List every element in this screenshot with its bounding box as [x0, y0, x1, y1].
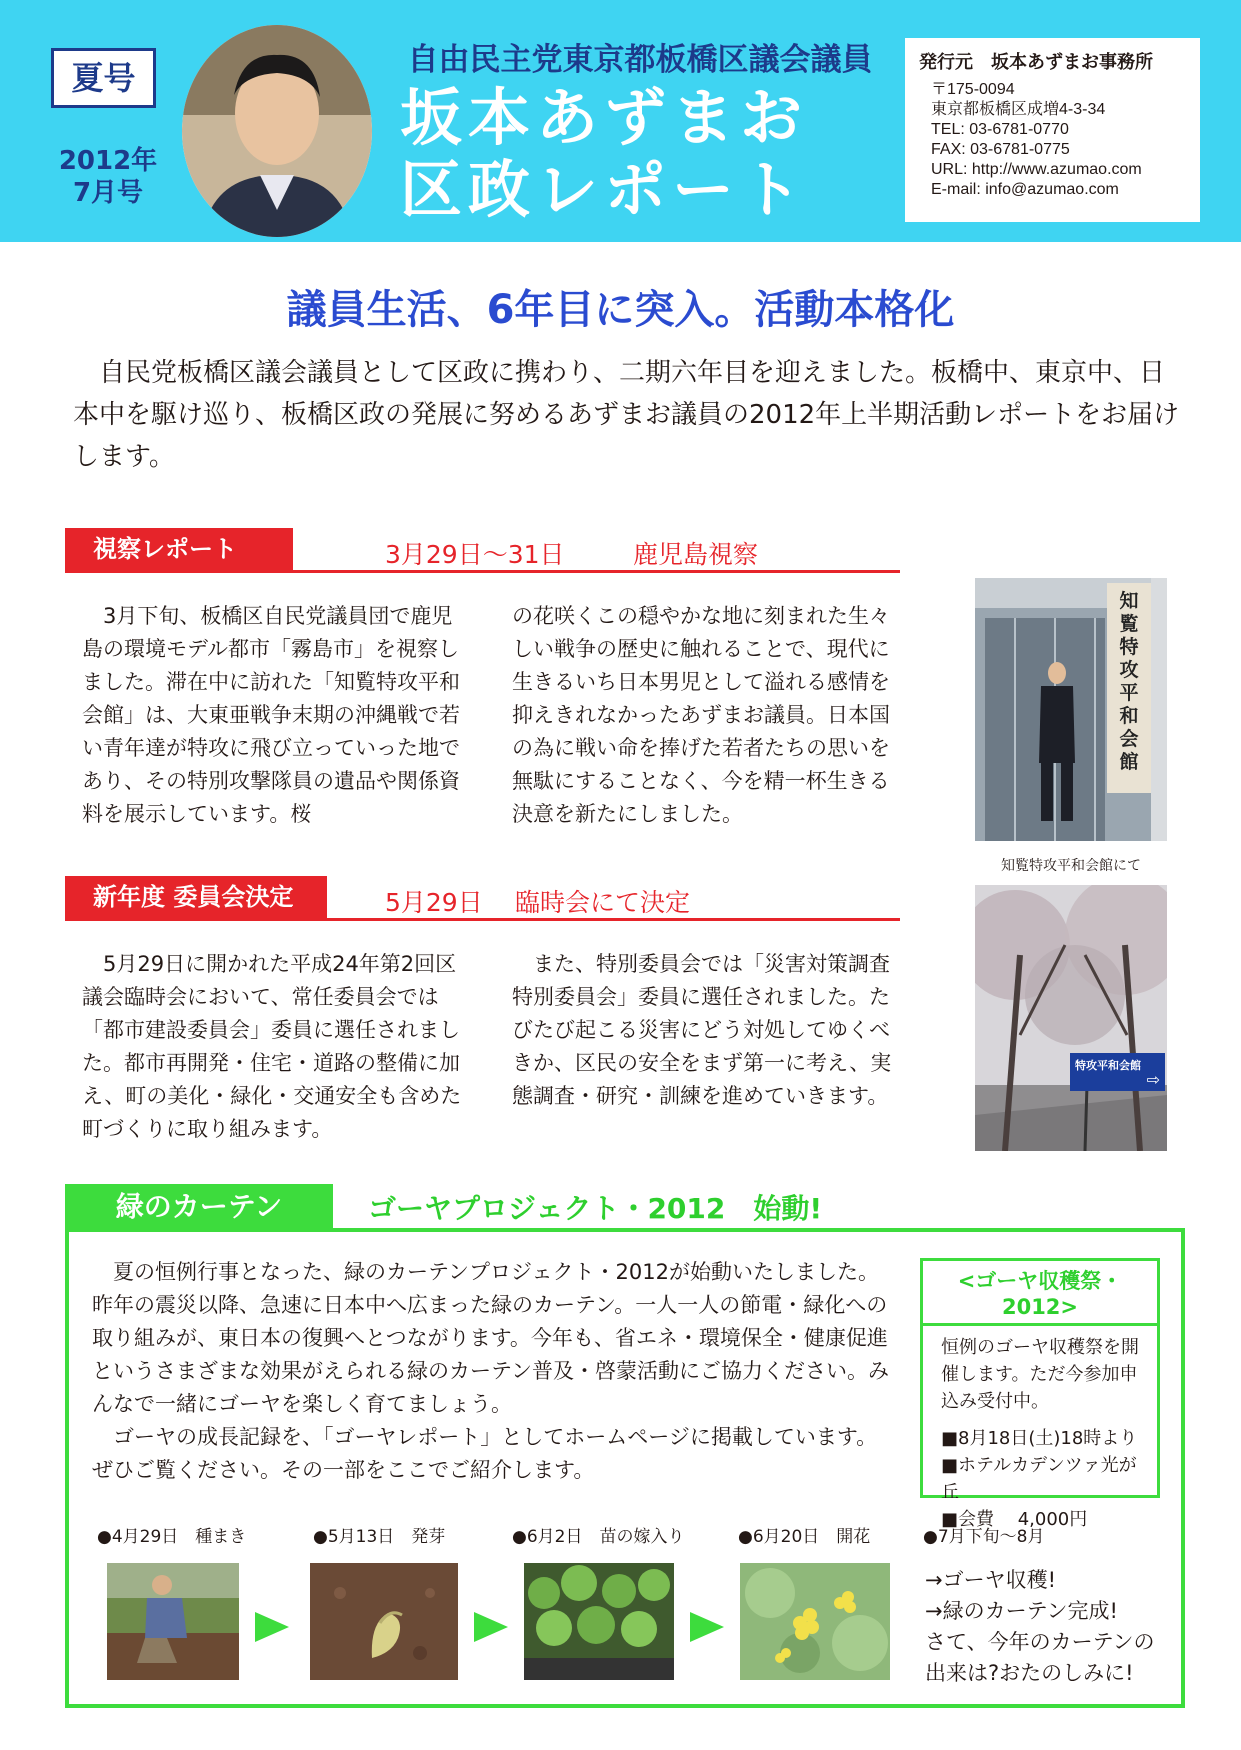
committee-note: 臨時会にて決定 [515, 888, 691, 917]
inspection-tab: 視察レポート [65, 528, 293, 570]
step-label: ●6月20日 開花 [738, 1527, 871, 1547]
lead-headline: 議員生活、6年目に突入。活動本格化 [286, 287, 955, 333]
step-label: ●6月2日 苗の嫁入り [512, 1527, 685, 1547]
title-line-1: 坂本あずまお [400, 81, 809, 154]
inspection-col-1: 3月下旬、板橋区自民党議員団で鹿児島の環境モデル都市「霧島市」を視察しました。滞在中に訪れた「知覧特攻平和会館」は、大東亜戦争末期の沖縄戦で若い青年達が特攻に飛び立っていった地であり、その特別攻撃隊員の遺品や関係資料を展示しています。桜 [82, 604, 460, 826]
publisher-email[interactable]: E-mail: info@azumao.com [931, 181, 1119, 198]
festival-body [923, 1326, 1157, 1541]
svg-text:⇨: ⇨ [1146, 1070, 1160, 1089]
harvest-outlook [925, 1565, 1175, 1689]
festival-fee: ■会費 4,000円 [941, 1509, 1088, 1530]
harvest-festival-box [920, 1258, 1160, 1530]
next-step-arrow-icon [690, 1612, 724, 1642]
memorial-hall-photo [975, 578, 1167, 841]
publisher-address: 東京都板橋区成増4-3-34 [931, 101, 1106, 118]
publisher-url[interactable]: URL: http://www.azumao.com [931, 161, 1142, 178]
inspection-date: 3月29日〜31日 [385, 540, 565, 569]
next-step-arrow-icon [255, 1612, 289, 1642]
publisher-info [905, 38, 1200, 222]
green-curtain-para-2: ゴーヤの成長記録を、「ゴーヤレポート」としてホームページに掲載しています。ぜひご覧ください。その一部をここでご紹介します。 [92, 1425, 878, 1482]
road-sign-text: 特攻平和会館 [1075, 1059, 1141, 1072]
flower-photo [740, 1563, 890, 1680]
publisher-fax: FAX: 03-6781-0775 [931, 141, 1070, 158]
party-title: 自由民主党東京都板橋区議会議員 [407, 42, 873, 78]
issue-year: 2012年 [58, 146, 158, 176]
inspection-col-2: の花咲くこの穏やかな地に刻まれた生々しい戦争の歴史に触れることで、現代に生きるいち日本男児として溢れる感情を抑えきれなかったあずまお議員。日本国の為に戦い命を捧げた若者たちの思いを無駄にすることなく、今を精一杯生きる決意を新たにしました。 [512, 604, 890, 826]
publisher-postal: 〒175-0094 [931, 81, 1015, 98]
cherry-road-photo [975, 885, 1167, 1151]
final-line: 出来は?おたのしみに! [925, 1661, 1134, 1685]
final-line: →緑のカーテン完成! [925, 1599, 1118, 1623]
season-badge: 夏号 [51, 48, 156, 108]
committee-tab: 新年度 委員会決定 [65, 876, 327, 918]
festival-title: <ゴーヤ収穫祭・2012> [923, 1261, 1157, 1326]
green-curtain-para-1: 夏の恒例行事となった、緑のカーテンプロジェクト・2012が始動いたしました。昨年の震災以降、急速に日本中へ広まった緑のカーテン。一人一人の節電・緑化への取り組みが、東日本の復興へとつながります。今年も、省エネ・環境保全・健康促進というさまざまな効果がえられる緑のカーテン普及・啓蒙活動にご協力ください。みんなで一緒にゴーヤを楽しく育てましょう。 [92, 1260, 889, 1416]
committee-col-2: また、特別委員会では「災害対策調査特別委員会」委員に選任されました。たびたび起こる災害にどう対処してゆくべきか、区民の安全をまず第一に考え、実態調査・研究・訓練を進めていきます。 [512, 952, 892, 1108]
seedlings-photo [524, 1563, 674, 1680]
final-line: さて、今年のカーテンの [925, 1630, 1155, 1654]
memorial-sign-text: 知覧特攻平和会館 [1119, 590, 1139, 773]
issue-month: 7月号 [72, 178, 144, 208]
festival-venue: ■ホテルカデンツァ光が丘 [941, 1455, 1137, 1503]
festival-intro: 恒例のゴーヤ収穫祭を開催します。ただ今参加申込み受付中。 [941, 1337, 1139, 1412]
inspection-place: 鹿児島視察 [633, 540, 759, 569]
green-curtain-tab: 緑のカーテン [65, 1184, 333, 1230]
step-label: ●7月下旬〜8月 [923, 1527, 1045, 1547]
publisher-tel: TEL: 03-6781-0770 [931, 121, 1069, 138]
festival-date: ■8月18日(土)18時より [941, 1428, 1138, 1449]
issue-date [48, 145, 168, 209]
portrait-photo [182, 25, 372, 237]
lead-paragraph: 自民党板橋区議会議員として区政に携わり、二期六年目を迎えました。板橋中、東京中、日本中を駆け巡り、板橋区政の発展に努めるあずまお議員の2012年上半期活動レポートをお届けします。 [73, 358, 1180, 472]
title-line-2: 区政レポート [400, 153, 809, 226]
memorial-photo-caption: 知覧特攻平和会館にて [1001, 858, 1141, 874]
final-line: →ゴーヤ収穫! [925, 1568, 1057, 1592]
step-label: ●5月13日 発芽 [313, 1527, 446, 1547]
sowing-photo [107, 1563, 239, 1680]
publisher-label: 発行元 坂本あずまお事務所 [919, 52, 1153, 72]
committee-date: 5月29日 [385, 888, 483, 917]
next-step-arrow-icon [474, 1612, 508, 1642]
sprout-photo [310, 1563, 458, 1680]
committee-col-1: 5月29日に開かれた平成24年第2回区議会臨時会において、常任委員会では「都市建設委員会」委員に選任されました。都市再開発・住宅・道路の整備に加え、町の美化・緑化・交通安全も含めた町づくりに取り組みます。 [82, 952, 462, 1141]
green-curtain-body [92, 1256, 897, 1487]
step-label: ●4月29日 種まき [97, 1527, 247, 1547]
newsletter-title [400, 82, 870, 226]
green-curtain-headline: ゴーヤプロジェクト・2012 始動! [368, 1192, 823, 1225]
